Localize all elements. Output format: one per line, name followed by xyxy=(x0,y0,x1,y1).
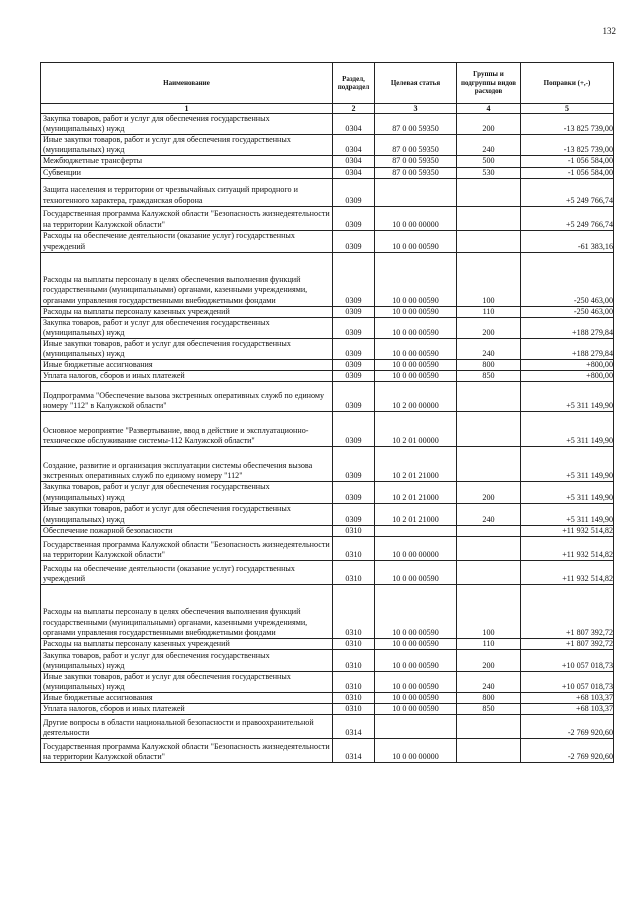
table-row xyxy=(41,317,614,338)
row-name: Закупка товаров, работ и услуг для обеспечения государственных (муниципальных) нужд xyxy=(41,317,333,338)
row-amount: +1 807 392,72 xyxy=(521,584,614,638)
row-amount: +68 103,37 xyxy=(521,693,614,704)
row-target: 10 0 00 00590 xyxy=(375,360,457,371)
row-section: 0309 xyxy=(333,382,375,412)
row-target: 87 0 00 59350 xyxy=(375,156,457,167)
row-target: 10 0 00 00000 xyxy=(375,206,457,230)
budget-amendments-table xyxy=(40,62,614,763)
row-group: 110 xyxy=(457,306,521,317)
row-group: 200 xyxy=(457,114,521,135)
row-group xyxy=(457,178,521,206)
row-amount: +5 311 149,90 xyxy=(521,447,614,482)
row-name: Другие вопросы в области национальной безопасности и правоохранительной деятельности xyxy=(41,715,333,739)
row-group: 800 xyxy=(457,360,521,371)
column-number: 3 xyxy=(375,104,457,114)
row-amount: +68 103,37 xyxy=(521,704,614,715)
row-section: 0309 xyxy=(333,317,375,338)
row-group: 850 xyxy=(457,704,521,715)
row-amount: +188 279,84 xyxy=(521,338,614,359)
row-group: 110 xyxy=(457,638,521,649)
row-group xyxy=(457,230,521,252)
table-row xyxy=(41,206,614,230)
column-number: 2 xyxy=(333,104,375,114)
row-group: 240 xyxy=(457,503,521,525)
row-section: 0314 xyxy=(333,715,375,739)
row-group xyxy=(457,715,521,739)
table-row xyxy=(41,360,614,371)
row-amount: +800,00 xyxy=(521,371,614,382)
row-target: 10 0 00 00590 xyxy=(375,306,457,317)
row-name: Государственная программа Калужской области "Безопасность жизнедеятельности на территории Калужской области" xyxy=(41,206,333,230)
row-name: Защита населения и территории от чрезвычайных ситуаций природного и техногенного характера, гражданская оборона xyxy=(41,178,333,206)
row-group xyxy=(457,206,521,230)
row-group: 240 xyxy=(457,671,521,692)
table-row xyxy=(41,447,614,482)
row-group: 100 xyxy=(457,584,521,638)
row-group xyxy=(457,739,521,763)
row-name: Субвенции xyxy=(41,167,333,178)
row-target: 10 0 00 00590 xyxy=(375,693,457,704)
row-amount: +5 311 149,90 xyxy=(521,382,614,412)
row-amount: +5 249 766,74 xyxy=(521,178,614,206)
row-section: 0309 xyxy=(333,482,375,503)
row-amount: -13 825 739,00 xyxy=(521,114,614,135)
row-target: 87 0 00 59350 xyxy=(375,114,457,135)
row-name: Уплата налогов, сборов и иных платежей xyxy=(41,371,333,382)
row-section: 0309 xyxy=(333,306,375,317)
row-section: 0310 xyxy=(333,584,375,638)
row-section: 0310 xyxy=(333,560,375,584)
row-amount: +5 311 149,90 xyxy=(521,482,614,503)
row-group: 240 xyxy=(457,135,521,156)
row-name: Государственная программа Калужской области "Безопасность жизнедеятельности на территории Калужской области" xyxy=(41,536,333,560)
table-row xyxy=(41,536,614,560)
row-section: 0309 xyxy=(333,371,375,382)
row-group: 100 xyxy=(457,252,521,306)
row-group: 530 xyxy=(457,167,521,178)
row-name: Иные закупки товаров, работ и услуг для обеспечения государственных (муниципальных) нужд xyxy=(41,338,333,359)
row-section: 0304 xyxy=(333,114,375,135)
row-target: 10 2 01 21000 xyxy=(375,482,457,503)
row-section: 0310 xyxy=(333,536,375,560)
row-section: 0310 xyxy=(333,638,375,649)
row-group: 200 xyxy=(457,482,521,503)
table-row xyxy=(41,649,614,671)
row-amount: -1 056 584,00 xyxy=(521,167,614,178)
row-name: Закупка товаров, работ и услуг для обеспечения государственных (муниципальных) нужд xyxy=(41,482,333,503)
row-name: Межбюджетные трансферты xyxy=(41,156,333,167)
row-amount: +11 932 514,82 xyxy=(521,536,614,560)
row-name: Иные бюджетные ассигнования xyxy=(41,693,333,704)
row-section: 0310 xyxy=(333,649,375,671)
table-row xyxy=(41,638,614,649)
row-group xyxy=(457,560,521,584)
row-amount: +800,00 xyxy=(521,360,614,371)
row-group: 500 xyxy=(457,156,521,167)
row-amount: +5 311 149,90 xyxy=(521,412,614,447)
row-name: Закупка товаров, работ и услуг для обеспечения государственных (муниципальных) нужд xyxy=(41,649,333,671)
table-row xyxy=(41,252,614,306)
row-name: Основное мероприятие "Развертывание, ввод в действие и эксплуатационно-техническое обслуживание системы-112 Калужской области" xyxy=(41,412,333,447)
table-row xyxy=(41,306,614,317)
table-row xyxy=(41,584,614,638)
row-name: Иные закупки товаров, работ и услуг для обеспечения государственных (муниципальных) нужд xyxy=(41,503,333,525)
row-target: 10 0 00 00590 xyxy=(375,671,457,692)
row-amount: +11 932 514,82 xyxy=(521,560,614,584)
table-row xyxy=(41,412,614,447)
row-name: Расходы на выплаты персоналу в целях обеспечения выполнения функций государственными (муниципальными) органами, казенными учреждениями, органами управления государственными внебюджетными фондами xyxy=(41,252,333,306)
column-number: 5 xyxy=(521,104,614,114)
row-section: 0309 xyxy=(333,412,375,447)
row-amount: +11 932 514,82 xyxy=(521,525,614,536)
page-number: 132 xyxy=(602,26,616,36)
row-name: Расходы на выплаты персоналу казенных учреждений xyxy=(41,638,333,649)
table-row xyxy=(41,704,614,715)
row-target: 10 0 00 00590 xyxy=(375,638,457,649)
row-section: 0304 xyxy=(333,167,375,178)
row-target xyxy=(375,715,457,739)
row-target: 10 0 00 00000 xyxy=(375,739,457,763)
row-section: 0310 xyxy=(333,525,375,536)
row-target: 10 0 00 00590 xyxy=(375,252,457,306)
row-name: Уплата налогов, сборов и иных платежей xyxy=(41,704,333,715)
row-target: 10 0 00 00590 xyxy=(375,649,457,671)
row-group xyxy=(457,525,521,536)
row-target: 87 0 00 59350 xyxy=(375,135,457,156)
table-row xyxy=(41,156,614,167)
table-row xyxy=(41,167,614,178)
table-row xyxy=(41,715,614,739)
row-target: 10 0 00 00590 xyxy=(375,371,457,382)
row-amount: -61 383,16 xyxy=(521,230,614,252)
row-name: Иные закупки товаров, работ и услуг для обеспечения государственных (муниципальных) нужд xyxy=(41,135,333,156)
row-amount: -1 056 584,00 xyxy=(521,156,614,167)
row-group xyxy=(457,382,521,412)
row-amount: +5 249 766,74 xyxy=(521,206,614,230)
row-name: Расходы на выплаты персоналу в целях обеспечения выполнения функций государственными (муниципальными) органами, казенными учреждениями, органами управления государственными внебюджетными фондами xyxy=(41,584,333,638)
row-target: 10 0 00 00590 xyxy=(375,560,457,584)
row-section: 0314 xyxy=(333,739,375,763)
row-group xyxy=(457,536,521,560)
row-name: Создание, развитие и организация эксплуатации системы обеспечения вызова экстренных оперативных служб по единому номеру "112" xyxy=(41,447,333,482)
table-body xyxy=(41,114,614,763)
table-row xyxy=(41,114,614,135)
row-amount: +5 311 149,90 xyxy=(521,503,614,525)
table-row xyxy=(41,230,614,252)
table-row xyxy=(41,178,614,206)
row-target: 10 2 00 00000 xyxy=(375,382,457,412)
row-target xyxy=(375,525,457,536)
row-section: 0304 xyxy=(333,156,375,167)
row-target: 10 0 00 00590 xyxy=(375,704,457,715)
row-amount: -250 463,00 xyxy=(521,252,614,306)
row-name: Государственная программа Калужской области "Безопасность жизнедеятельности на территории Калужской области" xyxy=(41,739,333,763)
row-section: 0309 xyxy=(333,503,375,525)
row-section: 0309 xyxy=(333,206,375,230)
row-amount: -13 825 739,00 xyxy=(521,135,614,156)
row-group xyxy=(457,412,521,447)
budget-table-container xyxy=(40,62,613,763)
row-target: 10 2 01 21000 xyxy=(375,447,457,482)
row-amount: -2 769 920,60 xyxy=(521,739,614,763)
table-row xyxy=(41,739,614,763)
row-target: 10 0 00 00590 xyxy=(375,338,457,359)
row-name: Подпрограмма "Обеспечение вызова экстренных оперативных служб по единому номеру "112" в Калужской области" xyxy=(41,382,333,412)
table-row xyxy=(41,135,614,156)
row-amount: -250 463,00 xyxy=(521,306,614,317)
table-row xyxy=(41,525,614,536)
column-number: 1 xyxy=(41,104,333,114)
header-target: Целевая статья xyxy=(375,63,457,104)
row-target xyxy=(375,178,457,206)
row-group: 200 xyxy=(457,649,521,671)
header-row xyxy=(41,63,614,104)
row-target: 10 0 00 00590 xyxy=(375,230,457,252)
row-group: 850 xyxy=(457,371,521,382)
table-row xyxy=(41,503,614,525)
column-number-row xyxy=(41,104,614,114)
row-section: 0309 xyxy=(333,338,375,359)
row-section: 0309 xyxy=(333,447,375,482)
row-target: 10 0 00 00590 xyxy=(375,317,457,338)
row-group: 200 xyxy=(457,317,521,338)
row-section: 0310 xyxy=(333,693,375,704)
table-row xyxy=(41,560,614,584)
row-name: Закупка товаров, работ и услуг для обеспечения государственных (муниципальных) нужд xyxy=(41,114,333,135)
table-row xyxy=(41,482,614,503)
row-section: 0309 xyxy=(333,230,375,252)
row-target: 10 0 00 00590 xyxy=(375,584,457,638)
row-name: Расходы на обеспечение деятельности (оказание услуг) государственных учреждений xyxy=(41,230,333,252)
row-target: 87 0 00 59350 xyxy=(375,167,457,178)
table-row xyxy=(41,693,614,704)
row-amount: +10 057 018,73 xyxy=(521,649,614,671)
row-amount: +10 057 018,73 xyxy=(521,671,614,692)
row-name: Расходы на выплаты персоналу казенных учреждений xyxy=(41,306,333,317)
row-name: Иные закупки товаров, работ и услуг для обеспечения государственных (муниципальных) нужд xyxy=(41,671,333,692)
row-section: 0310 xyxy=(333,671,375,692)
row-group: 800 xyxy=(457,693,521,704)
table-row xyxy=(41,382,614,412)
row-section: 0304 xyxy=(333,135,375,156)
header-name: Наименование xyxy=(41,63,333,104)
row-name: Расходы на обеспечение деятельности (оказание услуг) государственных учреждений xyxy=(41,560,333,584)
row-target: 10 2 01 21000 xyxy=(375,503,457,525)
row-target: 10 0 00 00000 xyxy=(375,536,457,560)
row-name: Обеспечение пожарной безопасности xyxy=(41,525,333,536)
row-amount: +1 807 392,72 xyxy=(521,638,614,649)
header-groups: Группы и подгруппы видов расходов xyxy=(457,63,521,104)
row-section: 0310 xyxy=(333,704,375,715)
table-row xyxy=(41,371,614,382)
row-name: Иные бюджетные ассигнования xyxy=(41,360,333,371)
row-section: 0309 xyxy=(333,252,375,306)
row-group xyxy=(457,447,521,482)
row-section: 0309 xyxy=(333,178,375,206)
table-row xyxy=(41,671,614,692)
row-group: 240 xyxy=(457,338,521,359)
row-amount: +188 279,84 xyxy=(521,317,614,338)
table-row xyxy=(41,338,614,359)
header-amount: Поправки (+,-) xyxy=(521,63,614,104)
row-target: 10 2 01 00000 xyxy=(375,412,457,447)
row-section: 0309 xyxy=(333,360,375,371)
row-amount: -2 769 920,60 xyxy=(521,715,614,739)
column-number: 4 xyxy=(457,104,521,114)
header-section: Раздел, подраздел xyxy=(333,63,375,104)
